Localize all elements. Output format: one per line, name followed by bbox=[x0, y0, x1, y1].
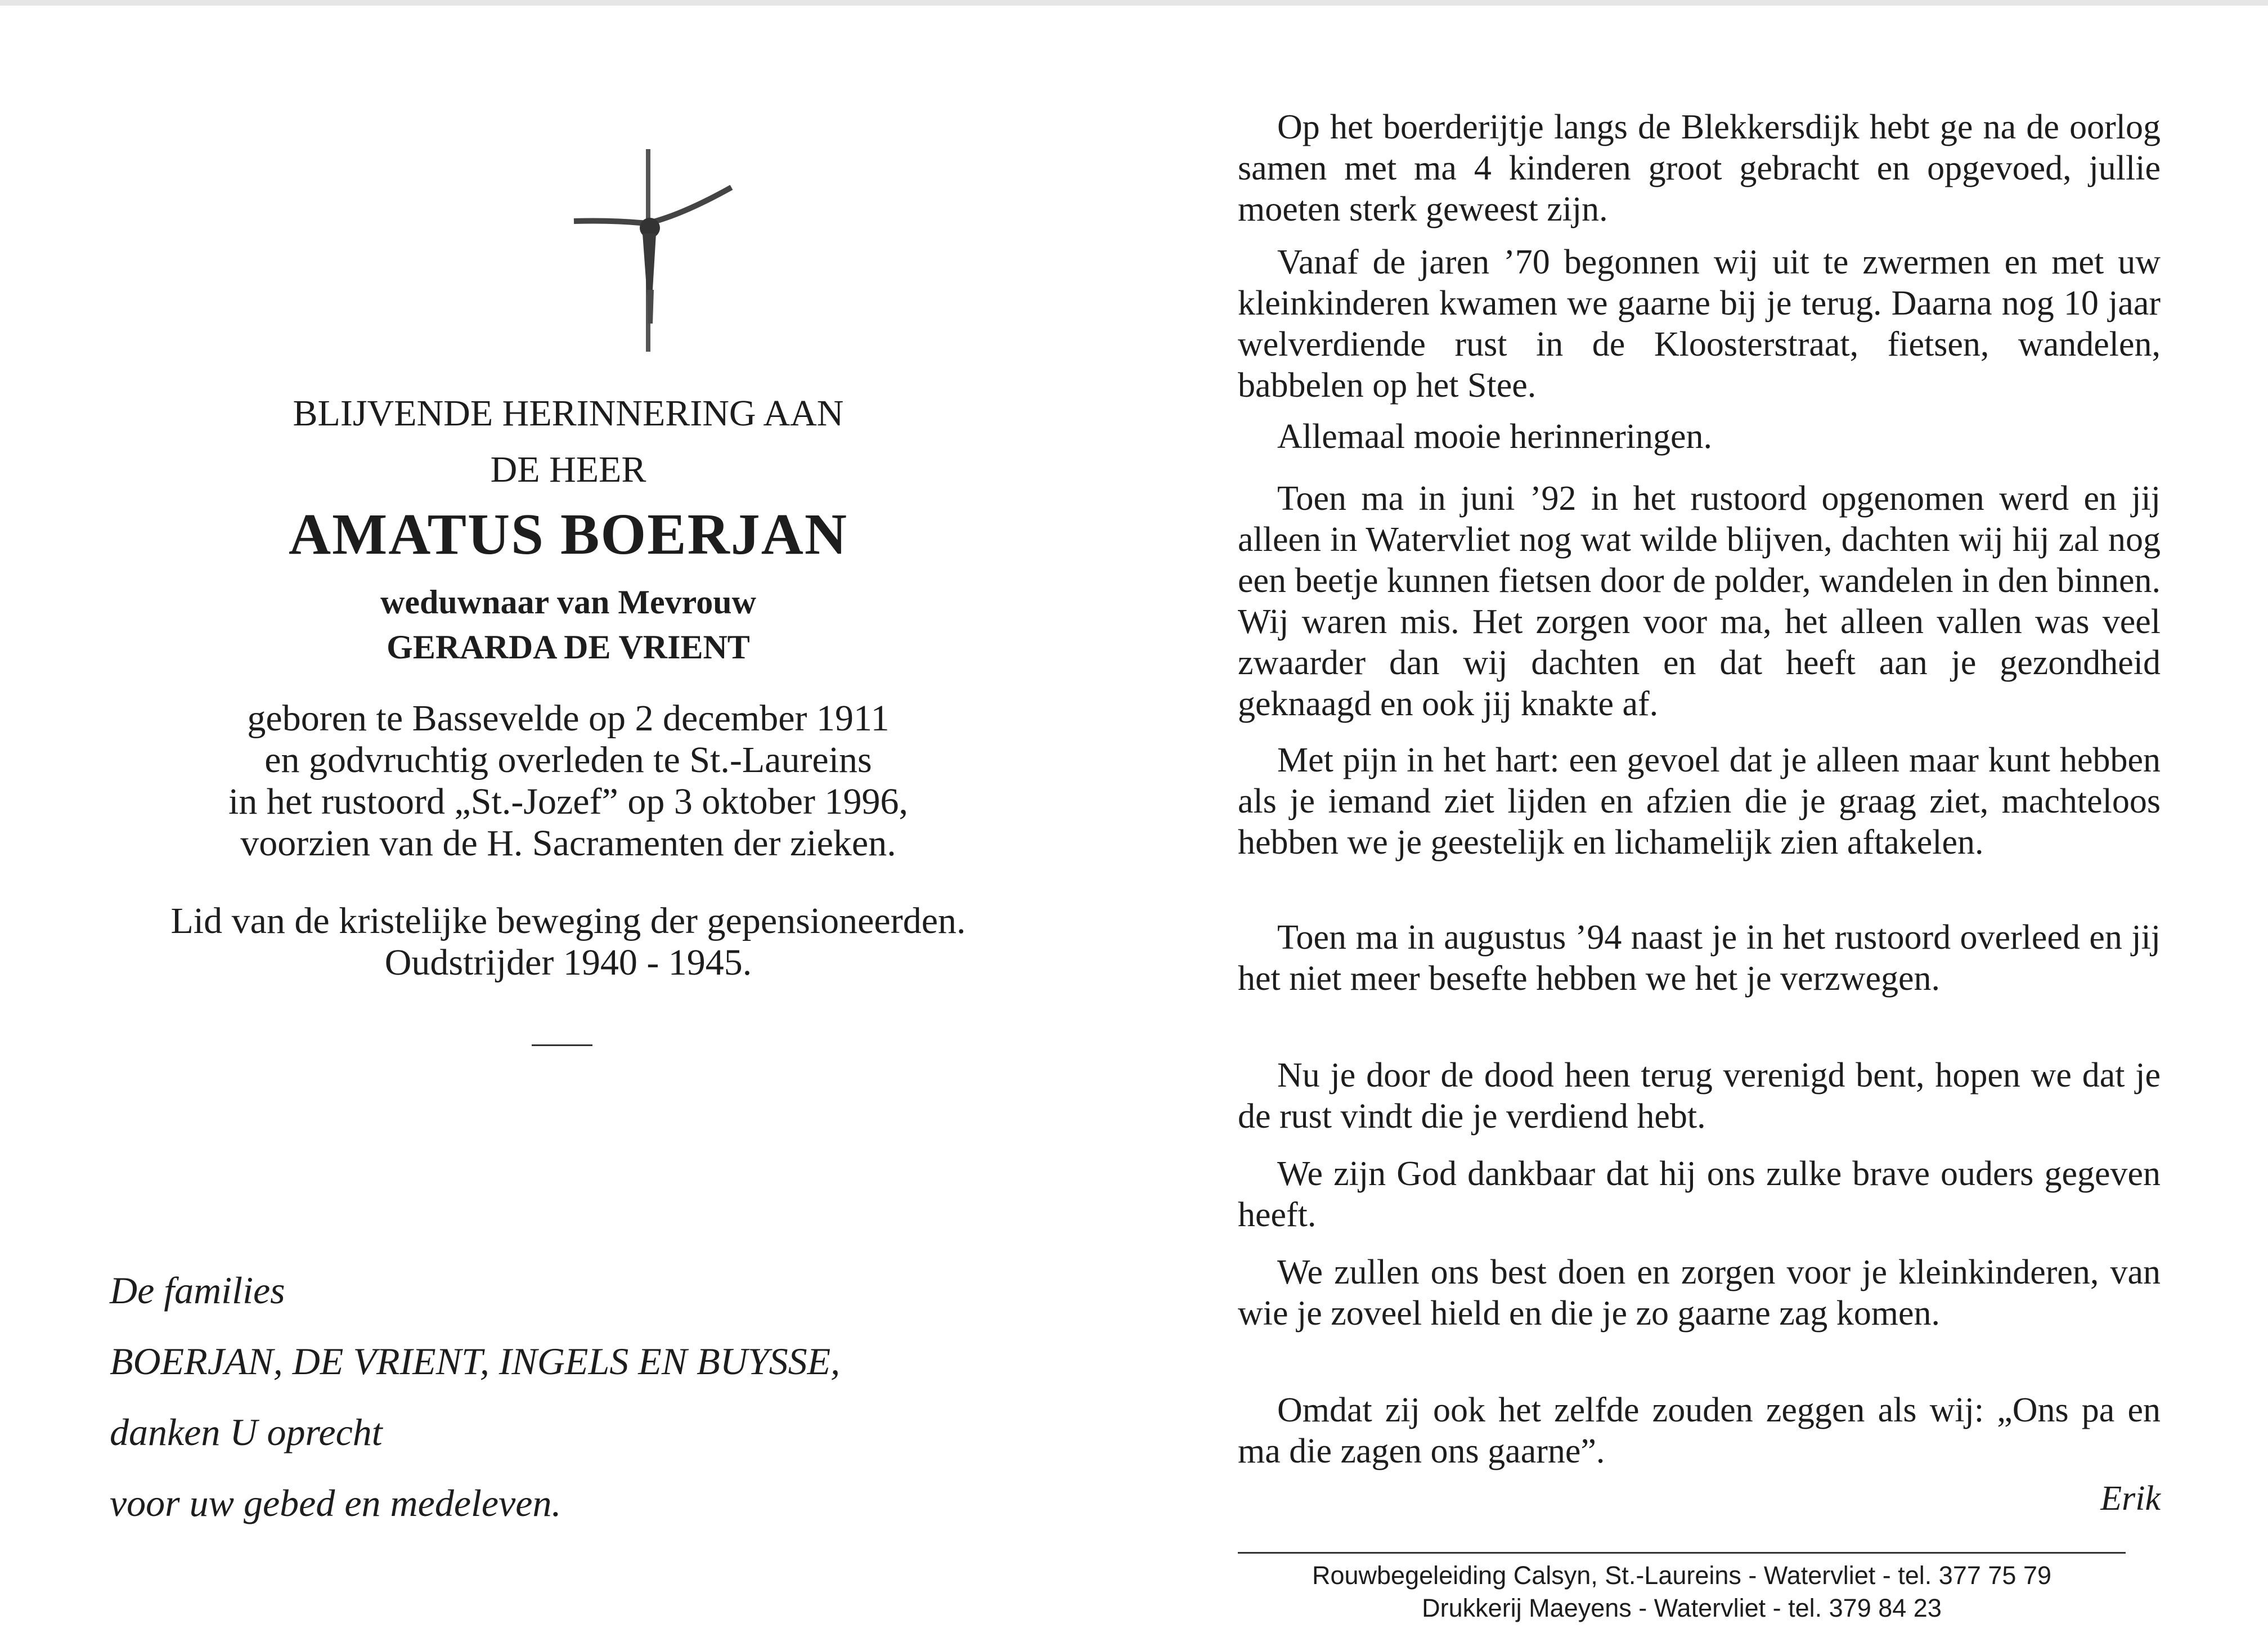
text-paragraph: Omdat zij ook het zelfde zouden zeggen als wij: „Ons pa en ma die zagen ons gaarne”. bbox=[1238, 1391, 2161, 1470]
printer-line: Drukkerij Maeyens - Watervliet - tel. 379 84 23 bbox=[1422, 1594, 1942, 1622]
text-paragraph: Toen ma in juni ’92 in het rustoord opgenomen werd en jij alleen in Watervliet nog wat wilde blijven, dachten wij hij zal nog een beetje kunnen fietsen door de polder, wandelen in den binnen. Wij waren mis. Het zorgen voor ma, het alleen vallen was veel zwaarder dan wij dachten en dat heeft aan je gezondheid geknaagd en ook jij knakte af. bbox=[1238, 479, 2161, 723]
text-paragraph: Allemaal mooie herinneringen. bbox=[1277, 418, 1713, 456]
deceased-name: AMATUS BOERJAN bbox=[289, 502, 848, 567]
families-line: BOERJAN, DE VRIENT, INGELS EN BUYSSE, bbox=[110, 1340, 841, 1383]
text-paragraph: We zullen ons best doen en zorgen voor je kleinkinderen, van wie je zoveel hield en die je zo gaarne zag komen. bbox=[1238, 1253, 2161, 1333]
families-line: voor uw gebed en medeleven. bbox=[110, 1482, 562, 1524]
spouse-name: GERARDA DE VRIENT bbox=[387, 629, 750, 666]
widower-of: weduwnaar van Mevrouw bbox=[380, 584, 756, 621]
families-line: De families bbox=[110, 1269, 285, 1312]
crucifix-icon bbox=[568, 149, 737, 352]
life-line: en godvruchtig overleden te St.-Laureins bbox=[264, 739, 872, 780]
life-line: voorzien van de H. Sacramenten der zieken. bbox=[240, 823, 896, 864]
signature: Erik bbox=[2100, 1479, 2161, 1518]
memorial-right-column bbox=[1238, 0, 2161, 1642]
life-line: in het rustoord „St.-Jozef” op 3 oktober 1996, bbox=[228, 781, 908, 822]
separator-dash bbox=[532, 1044, 592, 1046]
life-line: geboren te Bassevelde op 2 december 1911 bbox=[247, 698, 890, 739]
text-paragraph: We zijn God dankbaar dat hij ons zulke brave ouders gegeven heeft. bbox=[1238, 1155, 2161, 1234]
memorial-left-column bbox=[84, 0, 1052, 1642]
printer-line: Rouwbegeleiding Calsyn, St.-Laureins - Watervliet - tel. 377 75 79 bbox=[1312, 1561, 2051, 1590]
text-paragraph: Vanaf de jaren ’70 begonnen wij uit te zwermen en met uw kleinkinderen kwamen we gaarne bij je terug. Daarna nog 10 jaar welverdiende rust in de Kloosterstraat, fietsen, wandelen, babbelen op het Stee. bbox=[1238, 243, 2161, 405]
families-line: danken U oprecht bbox=[110, 1411, 383, 1453]
families-thanks bbox=[110, 1255, 1066, 1538]
memorial-heading: BLIJVENDE HERINNERING AAN bbox=[293, 393, 844, 434]
text-paragraph: Op het boerderijtje langs de Blekkersdijk hebt ge na de oorlog samen met ma 4 kinderen groot gebracht en opgevoed, jullie moeten sterk geweest zijn. bbox=[1238, 108, 2161, 228]
memorial-title: DE HEER bbox=[490, 449, 646, 490]
footer-rule bbox=[1238, 1552, 2126, 1554]
text-paragraph: Toen ma in augustus ’94 naast je in het rustoord overleed en jij het niet meer besefte hebben we het je verzwegen. bbox=[1238, 918, 2161, 998]
member-line: Oudstrijder 1940 - 1945. bbox=[384, 942, 752, 983]
text-paragraph: Nu je door de dood heen terug verenigd bent, hopen we dat je de rust vindt die je verdiend hebt. bbox=[1238, 1056, 2161, 1136]
text-paragraph: Met pijn in het hart: een gevoel dat je alleen maar kunt hebben als je iemand ziet lijden en afzien die je graag ziet, machteloos hebben we je geestelijk en lichamelijk zien aftakelen. bbox=[1238, 741, 2161, 862]
member-line: Lid van de kristelijke beweging der gepensioneerden. bbox=[170, 900, 966, 941]
